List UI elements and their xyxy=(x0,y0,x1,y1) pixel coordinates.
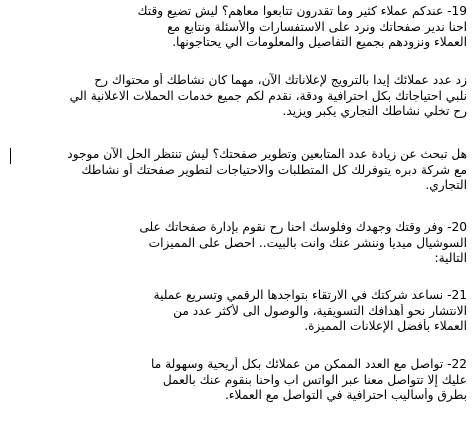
paragraph-line: السوشيال ميديا وننشر عنك وانت بالبيت.. احصل على المميزات xyxy=(148,235,467,250)
paragraph-22[interactable] xyxy=(12,357,467,404)
paragraph-line: 21- نساعد شركتك في الارتقاء بتواجدها الرقمي وتسريع عملية xyxy=(153,288,467,302)
paragraph-line: نلبي احتياجاتك بكل احترافية ودقة، نقدم لكم جميع خدمات الحملات الاعلانية الي xyxy=(69,88,467,103)
paragraph-line: التجاري. xyxy=(425,178,467,192)
paragraph-line: مع شركة دبره يتوفرلك كل المتطلبات والاحتياجات لتطوير صفحتك أو نشاطك xyxy=(81,162,467,177)
paragraph-line: 22- تواصل مع العدد الممكن من عملائك بكل أريحية وسهولة ما xyxy=(151,357,467,371)
paragraph-line: رح تخلي نشاطك التجاري يكبر ويزيد. xyxy=(282,104,467,118)
paragraph-line: التالية: xyxy=(434,251,467,265)
paragraph-19[interactable] xyxy=(12,4,467,51)
paragraph-line: الانتشار نحو أهدافك التسويقية، والوصول الى لأكثر عدد من xyxy=(173,303,467,318)
text-cursor xyxy=(10,148,11,164)
paragraph-21[interactable] xyxy=(12,288,467,335)
paragraph-line: هل تبحث عن زيادة عدد المتابعين وتطوير صفحتك؟ ليش تنتظر الحل الآن موجود xyxy=(67,147,467,161)
paragraph-line: زد عدد عملائك إيدا بالترويج لإعلاناتك الآن، مهما كان نشاطك أو محتواك رح xyxy=(94,73,467,87)
paragraph-20[interactable] xyxy=(12,220,467,267)
paragraph-line: العملاء ونزودهم بجميع التفاصيل والمعلومات الي يحتاجونها. xyxy=(172,35,467,49)
paragraph-line: 20- وفر وقتك وجهدك وفلوسك احنا رح نقوم بإدارة صفحاتك على xyxy=(139,220,467,234)
paragraph-line: 19- عندكم عملاء كثير وما تقدرون تتابعوا معاهم؟ ليش تضيع وقتك xyxy=(137,4,467,18)
paragraph-question[interactable] xyxy=(12,147,467,194)
paragraph-intro[interactable] xyxy=(12,73,467,120)
paragraph-line: العملاء بأفضل الإعلانات المميزة. xyxy=(304,319,467,333)
paragraph-line: بطرق وأساليب احترافية في التواصل مع العملاء. xyxy=(224,388,467,402)
paragraph-line: احنا ندير صفحاتك ونرد على الاستفسارات والأسئلة ونتابع مع xyxy=(167,19,467,34)
paragraph-line: عليك إلا تتواصل معنا عبر الواتس اب واحنا بنقوم عنك بالعمل xyxy=(162,372,467,387)
